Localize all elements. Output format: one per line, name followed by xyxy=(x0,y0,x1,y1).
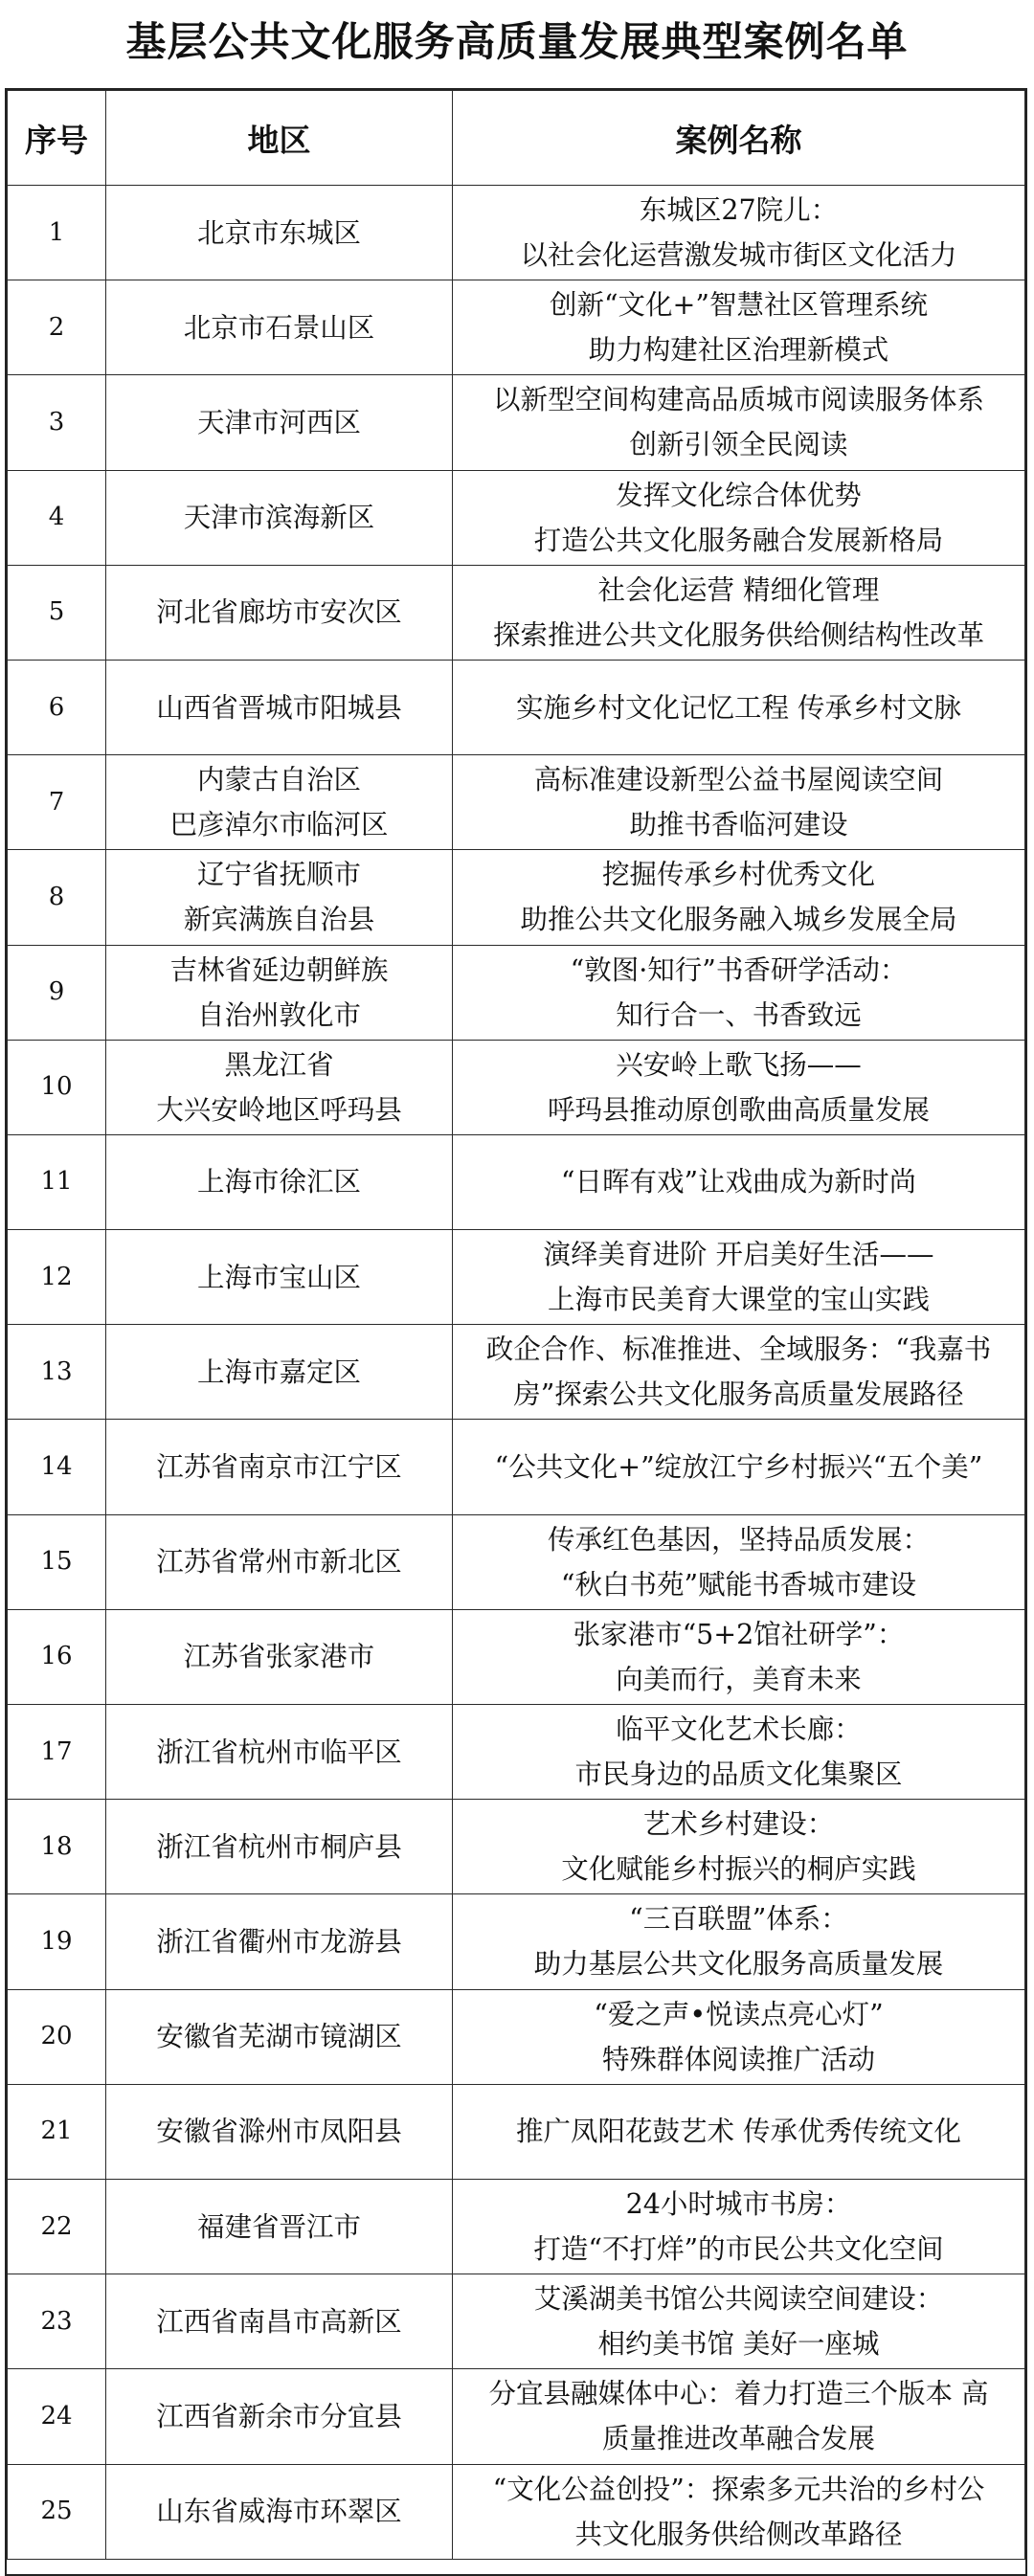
table-row xyxy=(8,660,1025,754)
case-name-text-line: 助力构建社区治理新模式 xyxy=(588,334,889,367)
case-name-text-line: “公共文化+”绽放江宁乡村振兴“五个美” xyxy=(494,1451,983,1484)
case-name-text-line: 以社会化运营激发城市街区文化活力 xyxy=(520,239,957,272)
region-cell xyxy=(106,1230,453,1325)
row-number-cell: 7 xyxy=(8,755,106,850)
row-number-cell: 4 xyxy=(8,470,106,565)
case-name-cell xyxy=(453,1989,1025,2084)
region-cell xyxy=(106,755,453,850)
row-number-cell: 24 xyxy=(8,2369,106,2464)
table-body xyxy=(8,186,1025,2560)
region-text-line: 北京市东城区 xyxy=(196,216,361,249)
row-number-cell: 2 xyxy=(8,280,106,375)
region-text-line: 浙江省杭州市桐庐县 xyxy=(156,1830,402,1863)
case-name-text-line: 临平文化艺术长廊： xyxy=(616,1714,862,1746)
case-list-table xyxy=(7,90,1025,2560)
table-row xyxy=(8,1040,1025,1134)
case-name-text-line: 实施乡村文化记忆工程 传承乡村文脉 xyxy=(515,691,962,724)
region-cell xyxy=(106,186,453,280)
table-row xyxy=(8,1705,1025,1800)
region-text-line: 福建省晋江市 xyxy=(196,2210,361,2243)
case-name-text-line: 艺术乡村建设： xyxy=(642,1808,835,1841)
table-row xyxy=(8,755,1025,850)
row-number-cell: 19 xyxy=(8,1894,106,1989)
case-name-text-line: 社会化运营 精细化管理 xyxy=(597,573,880,606)
case-name-cell xyxy=(453,1040,1025,1134)
table-row xyxy=(8,2179,1025,2274)
row-number-cell: 22 xyxy=(8,2179,106,2274)
region-text-line: 新宾满族自治县 xyxy=(183,904,375,936)
region-text-line: 河北省廊坊市安次区 xyxy=(156,596,402,629)
region-text-line: 上海市徐汇区 xyxy=(196,1166,361,1198)
case-name-cell xyxy=(453,1514,1025,1609)
table-row xyxy=(8,1989,1025,2084)
case-name-text-line: 助力基层公共文化服务高质量发展 xyxy=(533,1948,944,1981)
region-cell xyxy=(106,660,453,754)
case-name-text-line: 演绎美育进阶 开启美好生活—— xyxy=(543,1239,934,1271)
case-name-cell xyxy=(453,1230,1025,1325)
case-name-text-line: 创新引领全民阅读 xyxy=(629,429,848,461)
case-name-cell xyxy=(453,1705,1025,1800)
case-name-cell xyxy=(453,470,1025,565)
case-name-text-line: 挖掘传承乡村优秀文化 xyxy=(601,859,875,891)
region-cell xyxy=(106,850,453,945)
region-text-line: 江苏省南京市江宁区 xyxy=(156,1451,402,1484)
table-row xyxy=(8,2464,1025,2559)
region-text-line: 内蒙古自治区 xyxy=(196,764,361,796)
case-name-text-line: 政企合作、标准推进、全域服务：“我嘉书 xyxy=(485,1333,992,1366)
region-text-line: 天津市滨海新区 xyxy=(183,502,375,534)
case-name-text-line: 探索推进公共文化服务供给侧结构性改革 xyxy=(492,618,984,651)
region-text-line: 上海市嘉定区 xyxy=(196,1355,361,1388)
case-list-table-container xyxy=(5,88,1027,2576)
table-row xyxy=(8,1609,1025,1704)
row-number-cell: 11 xyxy=(8,1134,106,1229)
case-name-text-line: 上海市民美育大课堂的宝山实践 xyxy=(547,1284,930,1316)
region-cell xyxy=(106,2084,453,2179)
case-name-text-line: 传承红色基因，坚持品质发展： xyxy=(547,1523,930,1556)
case-name-cell xyxy=(453,945,1025,1040)
region-text-line: 吉林省延边朝鲜族 xyxy=(169,953,389,986)
case-name-text-line: 高标准建设新型公益书屋阅读空间 xyxy=(533,764,944,796)
region-cell xyxy=(106,2274,453,2369)
case-name-text-line: 共文化服务供给侧改革路径 xyxy=(574,2518,903,2550)
table-header-row xyxy=(8,91,1025,186)
row-number-cell: 25 xyxy=(8,2464,106,2559)
row-number-cell: 20 xyxy=(8,1989,106,2084)
case-name-text-line: 文化赋能乡村振兴的桐庐实践 xyxy=(561,1853,916,1886)
case-name-cell xyxy=(453,1134,1025,1229)
table-row xyxy=(8,1800,1025,1894)
row-number-cell: 1 xyxy=(8,186,106,280)
case-name-text-line: 创新“文化+”智慧社区管理系统 xyxy=(549,289,929,322)
row-number-cell: 18 xyxy=(8,1800,106,1894)
table-row xyxy=(8,1514,1025,1609)
case-name-text-line: 市民身边的品质文化集聚区 xyxy=(574,1758,903,1791)
case-name-cell xyxy=(453,1800,1025,1894)
region-cell xyxy=(106,2179,453,2274)
row-number-cell: 16 xyxy=(8,1609,106,1704)
case-name-text-line: 发挥文化综合体优势 xyxy=(616,479,862,511)
case-name-text-line: 质量推进改革融合发展 xyxy=(601,2423,875,2455)
region-text-line: 山东省威海市环翠区 xyxy=(156,2496,402,2528)
table-row xyxy=(8,850,1025,945)
case-name-cell xyxy=(453,660,1025,754)
table-row xyxy=(8,280,1025,375)
case-name-text-line: 推广凤阳花鼓艺术 传承优秀传统文化 xyxy=(515,2116,962,2148)
case-name-text-line: 打造“不打烊”的市民公共文化空间 xyxy=(533,2233,944,2266)
table-row xyxy=(8,1230,1025,1325)
region-cell xyxy=(106,1325,453,1420)
case-name-text-line: “文化公益创投”：探索多元共治的乡村公 xyxy=(492,2473,985,2505)
case-name-cell xyxy=(453,2274,1025,2369)
row-number-cell: 3 xyxy=(8,375,106,470)
table-row xyxy=(8,565,1025,660)
case-name-text-line: “爱之声•悦读点亮心灯” xyxy=(594,1998,884,2030)
region-cell xyxy=(106,1894,453,1989)
column-header-number: 序号 xyxy=(8,91,106,186)
case-name-cell xyxy=(453,186,1025,280)
column-header-case-name: 案例名称 xyxy=(453,91,1025,186)
case-name-text-line: 助推公共文化服务融入城乡发展全局 xyxy=(520,904,957,936)
table-row xyxy=(8,186,1025,280)
table-row xyxy=(8,470,1025,565)
case-name-cell xyxy=(453,1894,1025,1989)
case-name-cell xyxy=(453,755,1025,850)
region-cell xyxy=(106,945,453,1040)
region-text-line: 大兴安岭地区呼玛县 xyxy=(156,1093,402,1126)
table-row xyxy=(8,1420,1025,1514)
row-number-cell: 9 xyxy=(8,945,106,1040)
case-name-text-line: 张家港市“5+2馆社研学”： xyxy=(573,1618,905,1650)
case-name-cell xyxy=(453,2084,1025,2179)
document-title: 基层公共文化服务高质量发展典型案例名单 xyxy=(125,18,909,65)
region-cell xyxy=(106,1134,453,1229)
row-number-cell: 8 xyxy=(8,850,106,945)
region-text-line: 江苏省常州市新北区 xyxy=(156,1546,402,1579)
region-text-line: 山西省晋城市阳城县 xyxy=(156,691,402,724)
row-number-cell: 15 xyxy=(8,1514,106,1609)
row-number-cell: 10 xyxy=(8,1040,106,1134)
region-cell xyxy=(106,1609,453,1704)
region-text-line: 江苏省张家港市 xyxy=(183,1641,375,1673)
region-cell xyxy=(106,1420,453,1514)
case-name-cell xyxy=(453,375,1025,470)
case-name-text-line: “日晖有戏”让戏曲成为新时尚 xyxy=(560,1166,917,1198)
case-name-cell xyxy=(453,2369,1025,2464)
case-name-text-line: “三百联盟”体系： xyxy=(629,1903,848,1936)
table-row xyxy=(8,375,1025,470)
region-text-line: 辽宁省抚顺市 xyxy=(196,859,361,891)
region-cell xyxy=(106,1800,453,1894)
region-cell xyxy=(106,1514,453,1609)
column-header-region: 地区 xyxy=(106,91,453,186)
case-name-text-line: 呼玛县推动原创歌曲高质量发展 xyxy=(547,1093,930,1126)
region-text-line: 江西省南昌市高新区 xyxy=(156,2305,402,2338)
case-name-cell xyxy=(453,2179,1025,2274)
region-text-line: 北京市石景山区 xyxy=(183,311,375,344)
row-number-cell: 12 xyxy=(8,1230,106,1325)
region-cell xyxy=(106,470,453,565)
table-row xyxy=(8,2084,1025,2179)
row-number-cell: 6 xyxy=(8,660,106,754)
case-name-cell xyxy=(453,1609,1025,1704)
region-text-line: 安徽省滁州市凤阳县 xyxy=(156,2116,402,2148)
case-name-cell xyxy=(453,565,1025,660)
row-number-cell: 17 xyxy=(8,1705,106,1800)
case-name-text-line: 东城区27院儿： xyxy=(639,194,839,227)
case-name-text-line: 24小时城市书房： xyxy=(625,2188,852,2221)
case-name-text-line: 相约美书馆 美好一座城 xyxy=(597,2328,880,2361)
row-number-cell: 23 xyxy=(8,2274,106,2369)
case-name-text-line: 特殊群体阅读推广活动 xyxy=(601,2043,875,2075)
region-text-line: 巴彦淖尔市临河区 xyxy=(169,809,389,841)
region-text-line: 浙江省杭州市临平区 xyxy=(156,1736,402,1768)
case-name-text-line: 知行合一、书香致远 xyxy=(616,998,862,1031)
case-name-text-line: “敦图·知行”书香研学活动： xyxy=(570,953,908,986)
case-name-cell xyxy=(453,850,1025,945)
region-cell xyxy=(106,1989,453,2084)
row-number-cell: 5 xyxy=(8,565,106,660)
table-row xyxy=(8,1894,1025,1989)
case-name-text-line: 兴安岭上歌飞扬—— xyxy=(616,1048,862,1081)
case-name-text-line: 房”探索公共文化服务高质量发展路径 xyxy=(513,1378,964,1411)
table-row xyxy=(8,1134,1025,1229)
region-text-line: 自治州敦化市 xyxy=(196,998,361,1031)
region-text-line: 浙江省衢州市龙游县 xyxy=(156,1925,402,1958)
region-cell xyxy=(106,280,453,375)
table-row xyxy=(8,945,1025,1040)
row-number-cell: 13 xyxy=(8,1325,106,1420)
table-row xyxy=(8,2274,1025,2369)
case-name-cell xyxy=(453,280,1025,375)
case-name-text-line: 打造公共文化服务融合发展新格局 xyxy=(533,524,944,556)
case-name-cell xyxy=(453,1325,1025,1420)
row-number-cell: 21 xyxy=(8,2084,106,2179)
region-cell xyxy=(106,1040,453,1134)
region-text-line: 黑龙江省 xyxy=(224,1048,334,1081)
region-cell xyxy=(106,1705,453,1800)
region-text-line: 上海市宝山区 xyxy=(196,1261,361,1293)
region-cell xyxy=(106,2464,453,2559)
case-name-cell xyxy=(453,1420,1025,1514)
region-cell xyxy=(106,375,453,470)
case-name-text-line: 助推书香临河建设 xyxy=(629,809,848,841)
region-cell xyxy=(106,565,453,660)
case-name-text-line: 分宜县融媒体中心：着力打造三个版本 高 xyxy=(488,2378,989,2410)
row-number-cell: 14 xyxy=(8,1420,106,1514)
case-name-text-line: 艾溪湖美书馆公共阅读空间建设： xyxy=(533,2283,944,2316)
case-name-text-line: “秋白书苑”赋能书香城市建设 xyxy=(560,1568,917,1601)
region-cell xyxy=(106,2369,453,2464)
table-row xyxy=(8,1325,1025,1420)
region-text-line: 天津市河西区 xyxy=(196,406,361,438)
case-name-cell xyxy=(453,2464,1025,2559)
case-name-text-line: 向美而行，美育未来 xyxy=(616,1663,862,1695)
table-row xyxy=(8,2369,1025,2464)
region-text-line: 安徽省芜湖市镜湖区 xyxy=(156,2021,402,2053)
case-name-text-line: 以新型空间构建高品质城市阅读服务体系 xyxy=(492,384,984,416)
region-text-line: 江西省新余市分宜县 xyxy=(156,2400,402,2432)
